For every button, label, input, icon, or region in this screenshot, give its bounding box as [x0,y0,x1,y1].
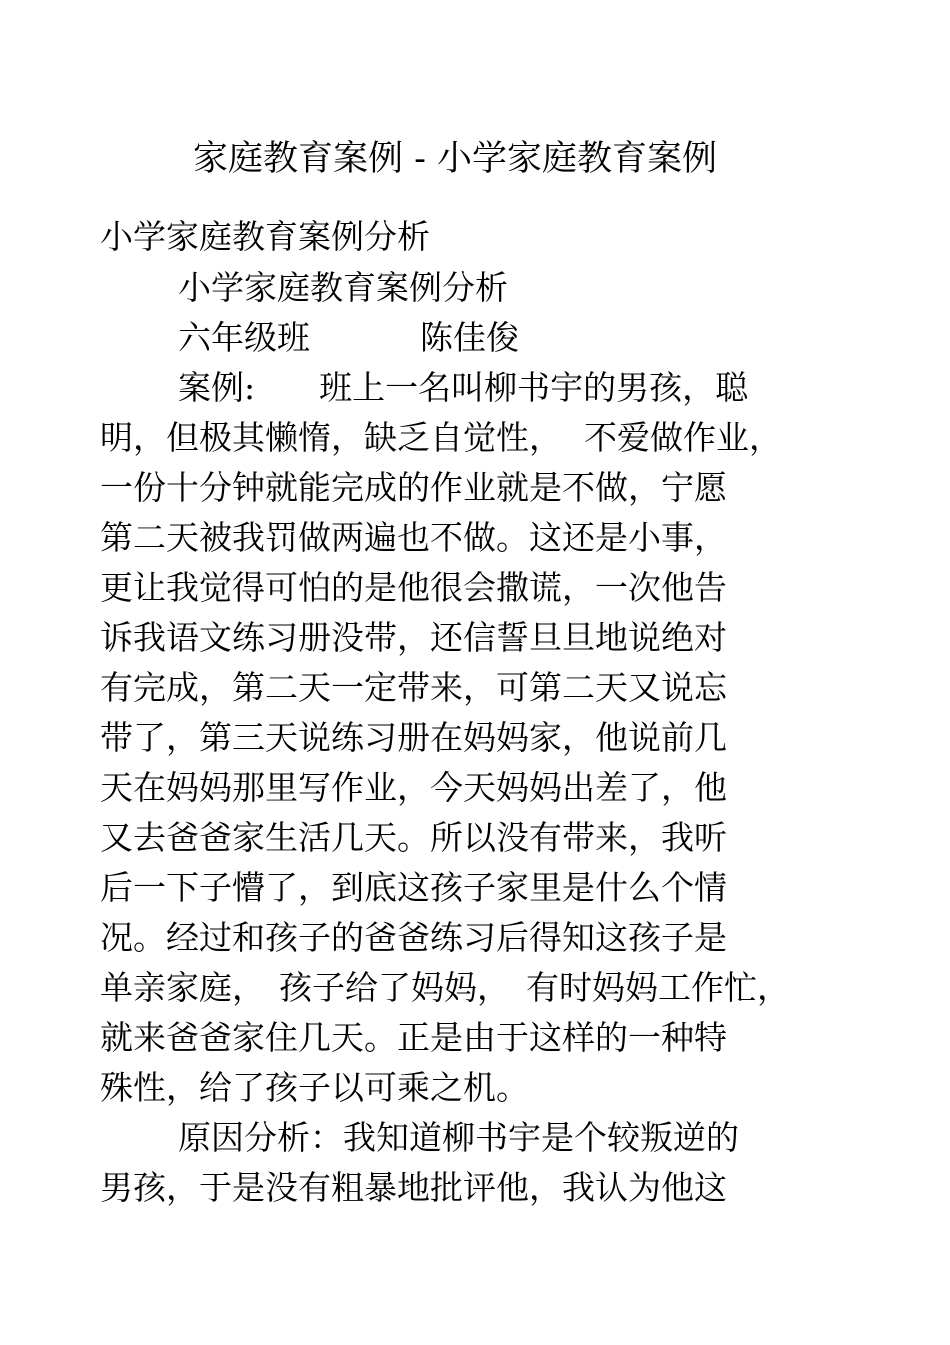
case-label: 案例: [178,368,256,407]
byline [178,317,519,359]
case-paragraph-line: 后一下子懵了，到底这孩子家里是什么个情 [100,868,727,907]
case-paragraph-line: 天在妈妈那里写作业，今天妈妈出差了，他 [100,768,727,807]
case-paragraph-line [100,967,790,1009]
author-name: 陈佳俊 [420,318,519,357]
class-name: 六年级班 [178,318,310,357]
case-paragraph-line: 一份十分钟就能完成的作业就是不做，宁愿 [100,468,727,507]
section-heading: 小学家庭教育案例分析 [100,217,430,256]
case-text: 孩子给了妈妈， [279,968,510,1007]
case-text: 班上一名叫柳书宇的男孩，聪 [319,368,749,407]
analysis-paragraph-line: 原因分析：我知道柳书宇是个较叛逆的 [178,1118,739,1157]
case-paragraph-line [100,417,782,459]
section-subheading: 小学家庭教育案例分析 [178,268,508,307]
case-text: 有时妈妈工作忙， [526,968,790,1007]
case-paragraph-line: 第二天被我罚做两遍也不做。这还是小事， [100,518,727,557]
case-paragraph-line: 况。经过和孩子的爸爸练习后得知这孩子是 [100,918,727,957]
document-title: 家庭教育案例 - 小学家庭教育案例 [192,139,718,179]
case-text: 明，但极其懒惰，缺乏自觉性， [100,418,562,457]
case-paragraph-line: 带了，第三天说练习册在妈妈家，他说前几 [100,718,727,757]
case-paragraph-line: 有完成，第二天一定带来，可第二天又说忘 [100,668,727,707]
analysis-paragraph-line: 男孩，于是没有粗暴地批评他，我认为他这 [100,1168,727,1207]
case-paragraph-line: 殊性，给了孩子以可乘之机。 [100,1068,529,1107]
case-text: 单亲家庭， [100,968,265,1007]
case-paragraph-line: 更让我觉得可怕的是他很会撒谎，一次他告 [100,568,727,607]
case-text: 不爱做作业， [584,418,782,457]
case-paragraph-line: 又去爸爸家生活几天。所以没有带来，我听 [100,818,727,857]
case-paragraph-line [178,367,748,409]
case-paragraph-line: 就来爸爸家住几天。正是由于这样的一种特 [100,1018,727,1057]
case-paragraph-line: 诉我语文练习册没带，还信誓旦旦地说绝对 [100,618,727,657]
